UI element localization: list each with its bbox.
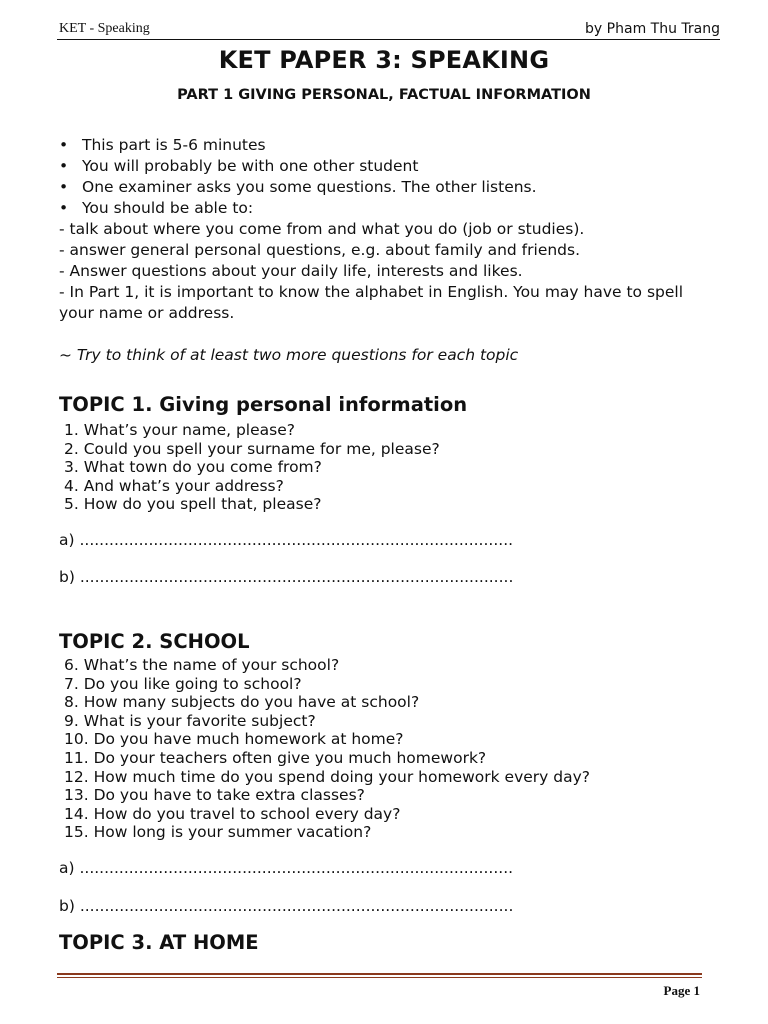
dash-item: - answer general personal questions, e.g. about family and friends. — [59, 241, 581, 259]
question-item: 15. How long is your summer vacation? — [64, 823, 372, 842]
question-item: 9. What is your favorite subject? — [64, 711, 316, 730]
bullet-item: • One examiner asks you some questions. The other listens. — [59, 178, 537, 196]
dash-item: - Answer questions about your daily life, interests and likes. — [59, 262, 523, 280]
question-item: 2. Could you spell your surname for me, please? — [64, 439, 440, 458]
bullet-item: • This part is 5-6 minutes — [59, 136, 266, 154]
bullet-icon: • — [59, 199, 69, 217]
bullet-icon: • — [59, 157, 69, 175]
page-title: KET PAPER 3: SPEAKING — [218, 46, 550, 74]
header-divider — [57, 39, 720, 40]
bullet-icon: • — [59, 178, 69, 196]
footer-divider-thin — [57, 977, 702, 978]
header-left-text: KET - Speaking — [59, 21, 150, 36]
question-item: 6. What’s the name of your school? — [64, 656, 340, 674]
topic-2-questions — [64, 656, 590, 842]
dash-item: - In Part 1, it is important to know the alphabet in English. You may have to spell your name or address. — [59, 283, 684, 322]
question-item: 1. What’s your name, please? — [64, 421, 295, 439]
page-number: Page 1 — [663, 983, 700, 998]
header-right-text: by Pham Thu Trang — [585, 21, 720, 37]
topic-1-answer-b: b) ........................................................................................ — [59, 568, 514, 586]
question-item: 4. And what’s your address? — [64, 476, 284, 495]
question-item: 10. Do you have much homework at home? — [64, 730, 404, 749]
bullet-item: • You will probably be with one other student — [59, 157, 419, 175]
intro-section — [59, 135, 719, 366]
dash-item: - talk about where you come from and what you do (job or studies). — [59, 220, 585, 238]
question-item: 7. Do you like going to school? — [64, 674, 302, 693]
question-item: 12. How much time do you spend doing your homework every day? — [64, 767, 590, 786]
topic-1-questions — [64, 421, 440, 514]
question-item: 8. How many subjects do you have at school? — [64, 693, 420, 712]
instruction-note: ~ Try to think of at least two more questions for each topic — [59, 346, 519, 364]
dash-list — [59, 219, 719, 324]
topic-2-answer-b: b) ........................................................................................ — [59, 897, 514, 915]
topic-1-heading: TOPIC 1. Giving personal information — [59, 393, 468, 416]
topic-3-heading: TOPIC 3. AT HOME — [59, 931, 259, 954]
topic-1-answer-a: a) ........................................................................................ — [59, 531, 514, 549]
question-item: 13. Do you have to take extra classes? — [64, 786, 365, 805]
topic-2-heading: TOPIC 2. SCHOOL — [59, 630, 250, 653]
topic-2-answer-a: a) ........................................................................................ — [59, 859, 514, 877]
bullet-icon: • — [59, 136, 69, 154]
question-item: 3. What town do you come from? — [64, 458, 322, 477]
page-subtitle: PART 1 GIVING PERSONAL, FACTUAL INFORMATION — [177, 87, 591, 103]
question-item: 5. How do you spell that, please? — [64, 495, 322, 514]
bullet-item: • You should be able to: — [59, 199, 254, 217]
bullet-list — [59, 135, 719, 219]
question-item: 11. Do your teachers often give you much homework? — [64, 748, 487, 767]
question-item: 14. How do you travel to school every day? — [64, 804, 401, 823]
footer-divider-thick — [57, 973, 702, 975]
